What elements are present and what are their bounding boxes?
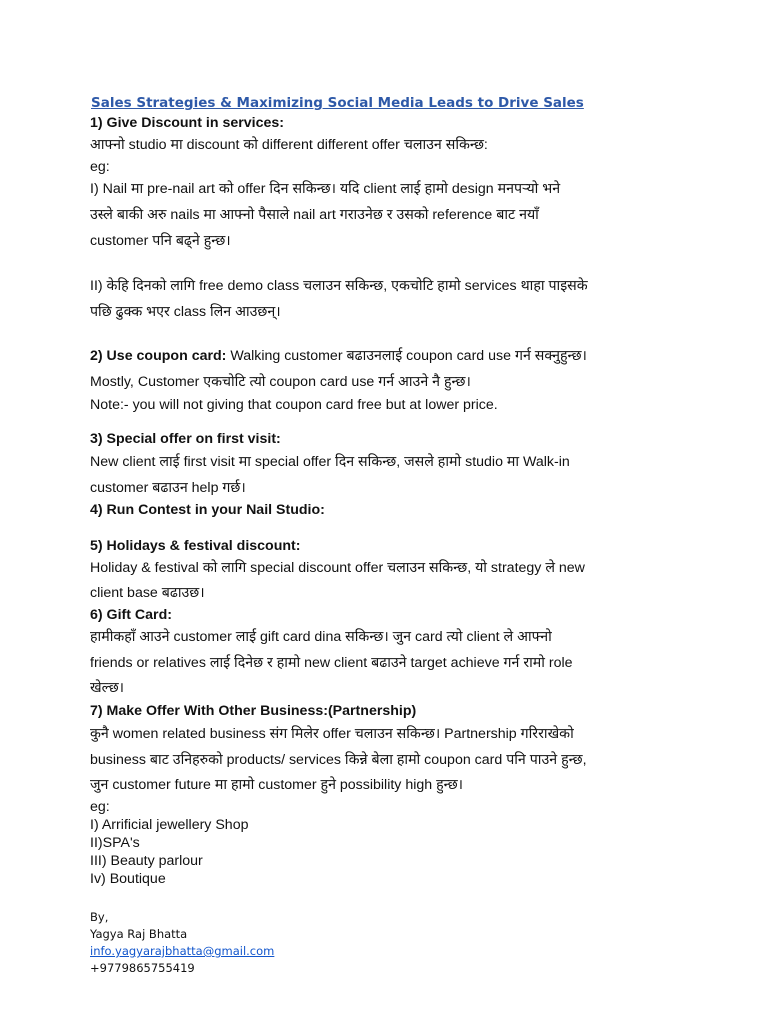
section-1-line-3: I) Nail मा pre-nail art को offer दिन सकिन्छ। यदि client लाई हामो design मनपऱ्यो भने: [90, 181, 561, 197]
section-7-line-2: business बाट उनिहरुको products/ services किन्ने बेला हामो coupon card पनि पाउने हुन्छ,: [90, 752, 587, 768]
signature-email-link[interactable]: info.yagyarajbhatta@gmail.com: [90, 944, 275, 958]
signature-by: By,: [90, 910, 109, 924]
section-1-heading: 1) Give Discount in services:: [90, 115, 284, 131]
section-2-heading: 2) Use coupon card:: [90, 348, 227, 364]
signature-name: Yagya Raj Bhatta: [90, 927, 188, 941]
section-7-line-3: जुन customer future मा हामो customer हुने possibility high हुन्छ।: [90, 777, 464, 793]
section-1-eg: eg:: [90, 159, 110, 175]
section-6-line-1: हामीकहाँ आउने customer लाई gift card dina सकिन्छ। जुन card त्यो client ले आफ्नो: [90, 629, 552, 645]
example-list-item: I) Arrificial jewellery Shop: [90, 817, 249, 833]
section-2-line-1-text: Walking customer बढाउनलाई coupon card use गर्न सक्नुहुन्छ।: [226, 348, 587, 364]
section-5-heading: 5) Holidays & festival discount:: [90, 538, 301, 554]
section-1-line-5: customer पनि बढ्ने हुन्छ।: [90, 233, 231, 249]
signature-phone: +9779865755419: [90, 961, 195, 975]
section-3-line-2: customer बढाउन help गर्छ।: [90, 480, 246, 496]
section-4-heading: 4) Run Contest in your Nail Studio:: [90, 502, 325, 518]
section-1-line-4: उस्ले बाकी अरु nails मा आफ्नो पैसाले nail art गराउनेछ र उसको reference बाट नयाँ: [90, 207, 539, 223]
example-list-item: II)SPA's: [90, 835, 140, 851]
section-6-line-3: खेल्छ।: [90, 680, 125, 696]
section-6-heading: 6) Gift Card:: [90, 607, 172, 623]
section-7-eg: eg:: [90, 799, 110, 815]
section-1-line-1: आफ्नो studio मा discount को different different offer चलाउन सकिन्छ:: [90, 137, 488, 153]
section-7-line-1: कुनै women related business संग मिलेर offer चलाउन सकिन्छ। Partnership गरिराखेको: [90, 726, 574, 742]
document-title: Sales Strategies & Maximizing Social Media Leads to Drive Sales: [91, 95, 584, 111]
section-6-line-2: friends or relatives लाई दिनेछ र हामो new client बढाउने target achieve गर्न रामो role: [90, 655, 573, 671]
example-list-item: Iv) Boutique: [90, 871, 166, 887]
section-3-heading: 3) Special offer on first visit:: [90, 431, 281, 447]
section-7-heading: 7) Make Offer With Other Business:(Partnership): [90, 703, 417, 719]
section-5-line-1: Holiday & festival को लागि special discount offer चलाउन सकिन्छ, यो strategy ले new: [90, 560, 585, 576]
section-2-note: Note:- you will not giving that coupon card free but at lower price.: [90, 397, 498, 413]
example-list-item: III) Beauty parlour: [90, 853, 203, 869]
section-3-line-1: New client लाई first visit मा special offer दिन सकिन्छ, जसले हामो studio मा Walk-in: [90, 454, 570, 470]
section-1-line-7: पछि ढुक्क भएर class लिन आउछन्।: [90, 304, 281, 320]
section-2-line-2: Mostly, Customer एकचोटि त्यो coupon card use गर्न आउने नै हुन्छ।: [90, 374, 471, 390]
section-1-line-6: II) केहि दिनको लागि free demo class चलाउन सकिन्छ, एकचोटि हामो services थाहा पाइसके: [90, 278, 588, 294]
section-2-line-1: [90, 347, 587, 365]
section-5-line-2: client base बढाउछ।: [90, 585, 205, 601]
